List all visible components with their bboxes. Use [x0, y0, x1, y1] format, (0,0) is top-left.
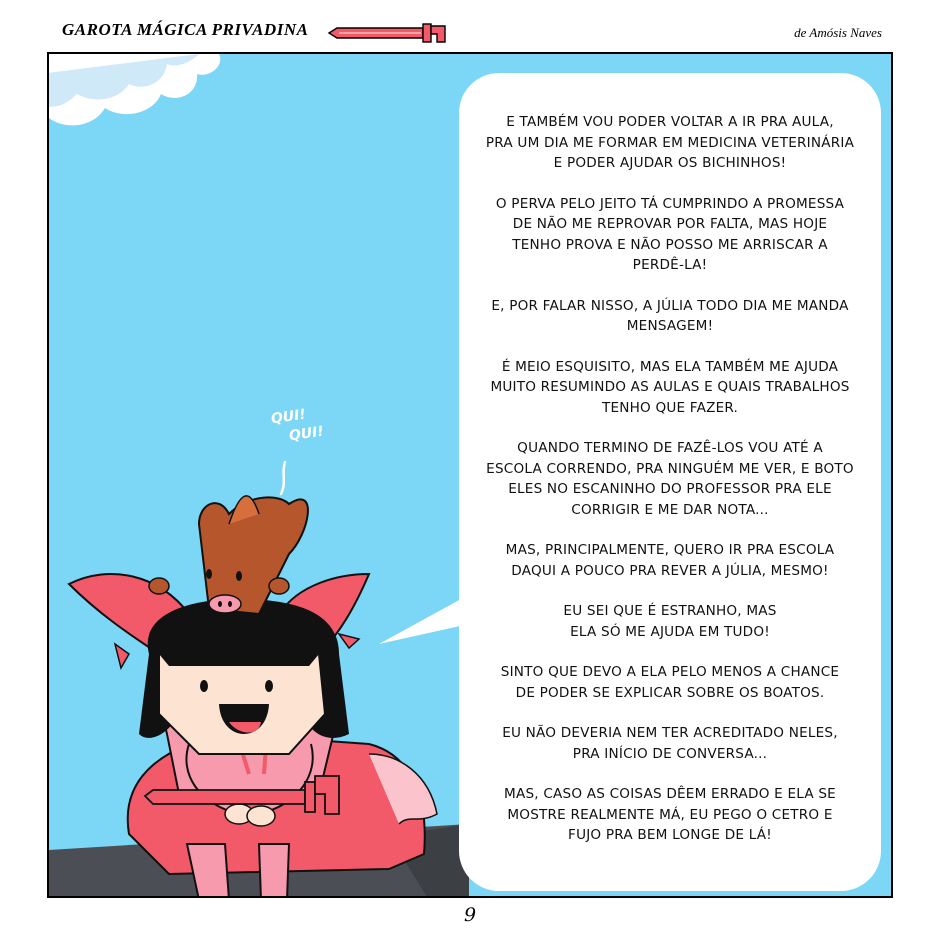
scepter-icon — [327, 22, 449, 44]
bubble-paragraph: QUANDO TERMINO DE FAZÊ-LOS VOU ATÉ A ESCOLA CORRENDO, PRA NINGUÉM ME VER, E BOTO ELES NO ESCANINHO DO PROFESSOR PRA ELE CORRIGIR E ME DAR NOTA... — [486, 440, 854, 518]
speech-bubble-text — [475, 112, 865, 866]
sound-effect-1: QUI! — [270, 406, 307, 428]
sound-effect-2: QUI! — [288, 423, 325, 445]
bubble-paragraph: EU SEI QUE É ESTRANHO, MAS ELA SÓ ME AJUDA EM TUDO! — [563, 603, 777, 640]
header-author: de Amósis Naves — [794, 25, 882, 40]
bubble-paragraph: É MEIO ESQUISITO, MAS ELA TAMBÉM ME AJUDA MUITO RESUMINDO AS AULAS E QUAIS TRABALHOS TENHO QUE FAZER. — [490, 358, 850, 416]
bubble-paragraph: MAS, PRINCIPALMENTE, QUERO IR PRA ESCOLA DAQUI A POUCO PRA REVER A JÚLIA, MESMO! — [505, 542, 835, 579]
comic-panel — [47, 52, 893, 898]
bubble-paragraph: O PERVA PELO JEITO TÁ CUMPRINDO A PROMESSA DE NÃO ME REPROVAR POR FALTA, MAS HOJE TENHO PROVA E NÃO POSSO ME ARRISCAR A PERDÊ-LA! — [495, 195, 845, 273]
bubble-paragraph: E TAMBÉM VOU PODER VOLTAR A IR PRA AULA, PRA UM DIA ME FORMAR EM MEDICINA VETERINÁRIA E PODER AJUDAR OS BICHINHOS! — [485, 114, 855, 171]
speech-bubble-tail — [379, 599, 469, 644]
header-title: GAROTA MÁGICA PRIVADINA — [62, 20, 309, 39]
bubble-paragraph: SINTO QUE DEVO A ELA PELO MENOS A CHANCE DE PODER SE EXPLICAR SOBRE OS BOATOS. — [500, 664, 840, 701]
cloud — [49, 54, 220, 125]
page-number: 9 — [463, 904, 477, 926]
bubble-paragraph: E, POR FALAR NISSO, A JÚLIA TODO DIA ME MANDA MENSAGEM! — [491, 297, 849, 334]
bubble-paragraph: MAS, CASO AS COISAS DÊEM ERRADO E ELA SE MOSTRE REALMENTE MÁ, EU PEGO O CETRO E FUJO PRA BEM LONGE DE LÁ! — [504, 786, 836, 843]
bubble-paragraph: EU NÃO DEVERIA NEM TER ACREDITADO NELES, PRA INÍCIO DE CONVERSA... — [502, 725, 838, 762]
